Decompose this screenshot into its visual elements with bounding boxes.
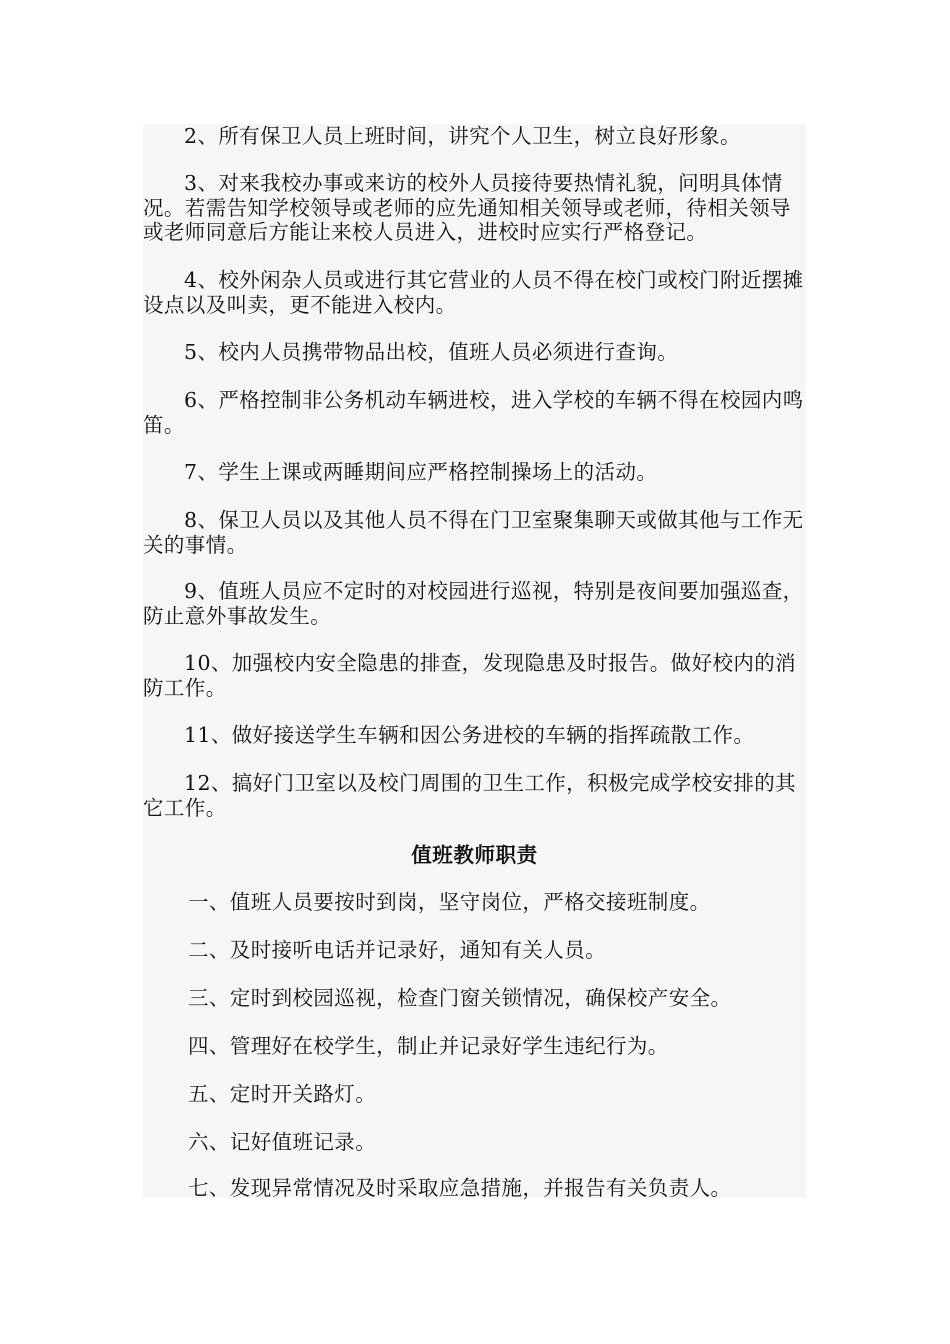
teacher-duty-7: 七、发现异常情况及时采取应急措施，并报告有关负责人。 xyxy=(188,1176,732,1200)
guard-rule-9: 9、值班人员应不定时的对校园进行巡视，特别是夜间要加强巡查，防止意外事故发生。 xyxy=(143,579,804,628)
section-title: 值班教师职责 xyxy=(411,843,538,867)
guard-rule-11: 11、做好接送学生车辆和因公务进校的车辆的指挥疏散工作。 xyxy=(184,723,755,747)
teacher-duty-3: 三、定时到校园巡视，检查门窗关锁情况，确保校产安全。 xyxy=(188,986,732,1010)
guard-rule-5: 5、校内人员携带物品出校，值班人员必须进行查询。 xyxy=(184,340,679,364)
guard-rule-3: 3、对来我校办事或来访的校外人员接待要热情礼貌，问明具体情况。若需告知学校领导或老师的应先通知相关领导或老师，待相关领导或老师同意后方能让来校人员进入，进校时应实行严格登记。 xyxy=(143,171,791,244)
guard-rule-4: 4、校外闲杂人员或进行其它营业的人员不得在校门或校门附近摆摊设点以及叫卖，更不能进入校内。 xyxy=(143,268,804,317)
guard-rule-12: 12、搞好门卫室以及校门周围的卫生工作，积极完成学校安排的其它工作。 xyxy=(143,771,797,820)
teacher-duty-2: 二、及时接听电话并记录好，通知有关人员。 xyxy=(188,938,606,962)
teacher-duty-4: 四、管理好在校学生，制止并记录好学生违纪行为。 xyxy=(188,1034,669,1058)
teacher-duty-6: 六、记好值班记录。 xyxy=(188,1130,377,1154)
document-text-block xyxy=(143,124,806,1198)
guard-rule-7: 7、学生上课或两睡期间应严格控制操场上的活动。 xyxy=(184,460,658,484)
teacher-duty-1: 一、值班人员要按时到岗，坚守岗位，严格交接班制度。 xyxy=(188,890,711,914)
guard-rule-2: 2、所有保卫人员上班时间，讲究个人卫生，树立良好形象。 xyxy=(184,124,741,148)
guard-rule-6: 6、严格控制非公务机动车辆进校，进入学校的车辆不得在校园内鸣笛。 xyxy=(143,388,804,437)
guard-rule-8: 8、保卫人员以及其他人员不得在门卫室聚集聊天或做其他与工作无关的事情。 xyxy=(143,508,804,557)
teacher-duty-5: 五、定时开关路灯。 xyxy=(188,1082,377,1106)
guard-rule-10: 10、加强校内安全隐患的排查，发现隐患及时报告。做好校内的消防工作。 xyxy=(143,651,797,700)
